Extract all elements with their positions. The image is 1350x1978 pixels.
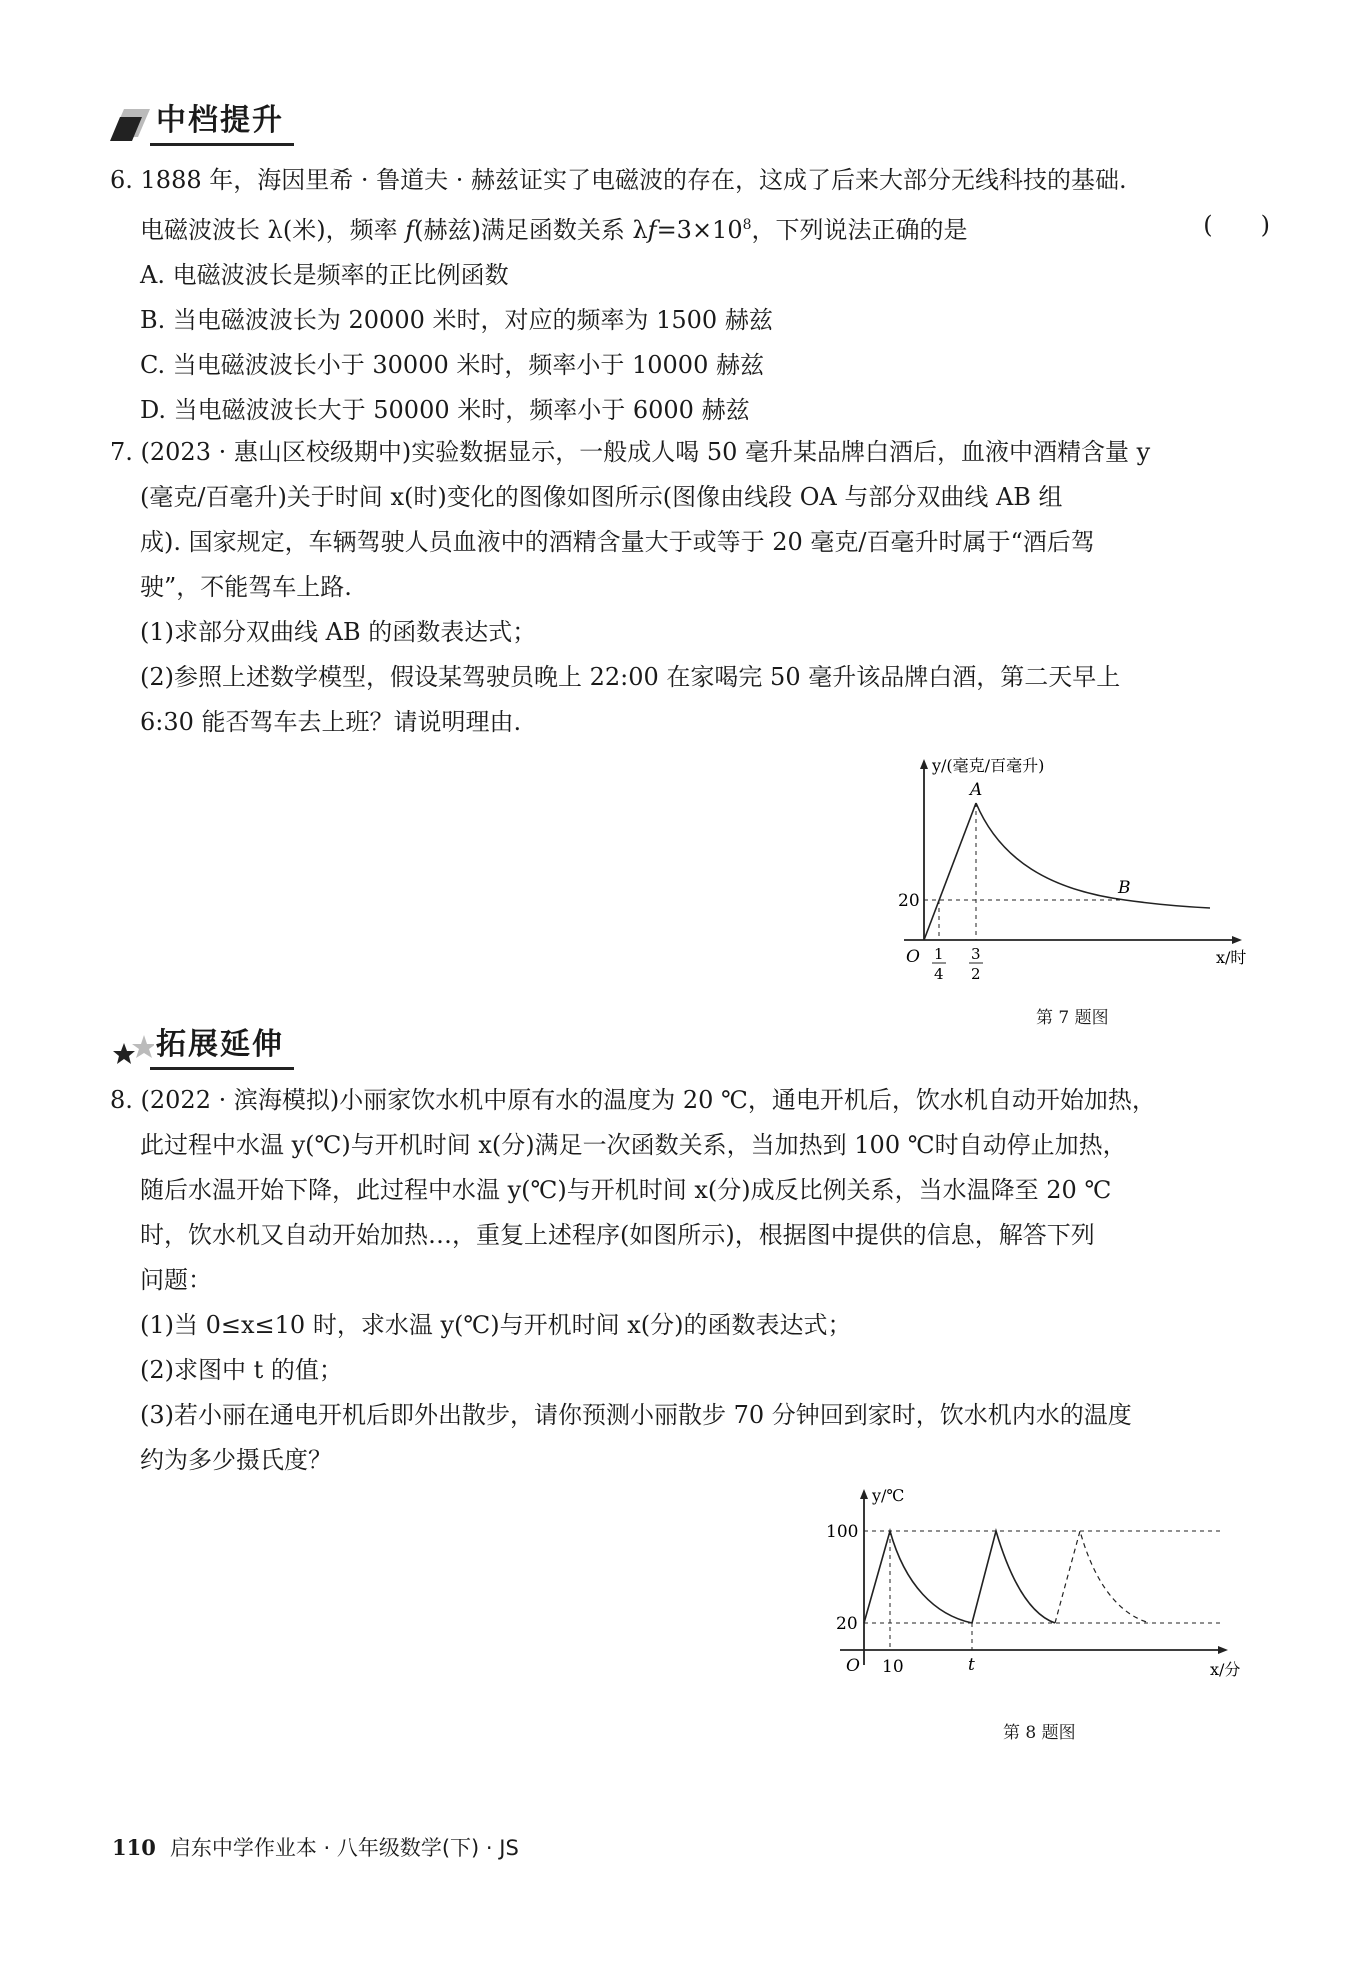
q7-line1: 7. (2023 · 惠山区校级期中)实验数据显示，一般成人喝 50 毫升某品牌白酒后，血液中酒精含量 y <box>110 438 1151 466</box>
section-title-mid: 中档提升 <box>150 101 294 146</box>
book-title: 启东中学作业本 · 八年级数学(下) · JS <box>169 1836 519 1860</box>
section-badge-icon <box>110 103 150 143</box>
fig8-ytick-20: 20 <box>836 1614 858 1634</box>
fig7-point-b: B <box>1118 878 1131 898</box>
q7-sub1: (1)求部分双曲线 AB 的函数表达式； <box>140 618 537 646</box>
q7-sub2a: (2)参照上述数学模型，假设某驾驶员晚上 22:00 在家喝完 50 毫升该品牌白酒，第二天早上 <box>140 663 1121 691</box>
fig7-origin: O <box>906 947 920 967</box>
fig7-xlabel: x/时 <box>1216 948 1247 967</box>
fig7-point-a: A <box>970 780 983 800</box>
fig8-ylabel: y/℃ <box>872 1486 905 1505</box>
q6-option-b: B. 当电磁波波长为 20000 米时，对应的频率为 1500 赫兹 <box>140 306 773 334</box>
q7-line4: 驶”，不能驾车上路. <box>140 573 352 601</box>
q8-line1: 8. (2022 · 滨海模拟)小丽家饮水机中原有水的温度为 20 ℃，通电开机后，饮水机自动开始加热， <box>110 1086 1156 1114</box>
section-title-ext: 拓展延伸 <box>150 1025 294 1070</box>
q8-sub3b: 约为多少摄氏度？ <box>140 1446 332 1474</box>
q8-line3: 随后水温开始下降，此过程中水温 y(℃)与开机时间 x(分)成反比例关系，当水温降至 20 ℃ <box>140 1176 1112 1204</box>
q7-sub2b: 6:30 能否驾车去上班？请说明理由. <box>140 708 522 736</box>
figure-8-caption: 第 8 题图 <box>1003 1723 1076 1743</box>
fig7-x1-den: 4 <box>934 965 944 983</box>
answer-paren: ( ) <box>1203 211 1270 239</box>
q6-option-d: D. 当电磁波波长大于 50000 米时，频率小于 6000 赫兹 <box>140 396 750 424</box>
section-header-ext <box>110 1022 294 1072</box>
question-7 <box>110 430 1270 745</box>
fig8-y-arrow <box>860 1489 868 1499</box>
fig7-x-arrow <box>1232 936 1242 944</box>
q8-line5: 问题： <box>140 1266 212 1294</box>
fig8-xtick-t: t <box>968 1655 975 1675</box>
fig7-x1-num: 1 <box>934 945 944 963</box>
q8-sub3a: (3)若小丽在通电开机后即外出散步，请你预测小丽散步 70 分钟回到家时，饮水机内水的温度 <box>140 1401 1132 1429</box>
fig8-cycle-1 <box>864 1531 1055 1623</box>
question-8 <box>110 1078 1270 1483</box>
q8-line4: 时，饮水机又自动开始加热…，重复上述程序(如图所示)，根据图中提供的信息，解答下列 <box>140 1221 1095 1249</box>
q6-line2: 电磁波波长 λ(米)，频率 f(赫兹)满足函数关系 $\lambda f=3\times 10^8$，下列说法正确的是 ( ) <box>110 203 1270 253</box>
q7-line3: 成). 国家规定，车辆驾驶人员血液中的酒精含量大于或等于 20 毫克/百毫升时属于“酒后驾 <box>140 528 1095 556</box>
fig8-xlabel: x/分 <box>1210 1660 1241 1679</box>
section-stars-icon <box>110 1027 150 1067</box>
fig7-x2-den: 2 <box>971 965 981 983</box>
fig7-hyperbola-ab <box>976 803 1210 908</box>
figure-7-caption: 第 7 题图 <box>1036 1008 1109 1028</box>
q8-sub2: (2)求图中 t 的值； <box>140 1356 343 1384</box>
fig7-ylabel: y/(毫克/百毫升) <box>932 756 1045 775</box>
fig8-xtick-10: 10 <box>882 1657 904 1677</box>
fig7-ytick-20: 20 <box>898 891 920 911</box>
fig8-x-arrow <box>1218 1646 1228 1654</box>
fig7-x2-num: 3 <box>971 945 981 963</box>
question-6 <box>110 158 1270 433</box>
fig8-origin: O <box>846 1656 860 1676</box>
page-number: 110 <box>112 1835 156 1860</box>
fig8-cycle-dashed <box>1055 1531 1150 1623</box>
q7-line2: (毫克/百毫升)关于时间 x(时)变化的图像如图所示(图像由线段 OA 与部分双曲线 AB 组 <box>140 483 1063 511</box>
figure-8-graph <box>820 1485 1260 1695</box>
fig7-segment-oa <box>924 803 976 940</box>
q6-option-c: C. 当电磁波波长小于 30000 米时，频率小于 10000 赫兹 <box>140 351 764 379</box>
q6-line1: 6. 1888 年，海因里希 · 鲁道夫 · 赫兹证实了电磁波的存在，这成了后来大部分无线科技的基础. <box>110 166 1127 194</box>
q8-line2: 此过程中水温 y(℃)与开机时间 x(分)满足一次函数关系，当加热到 100 ℃时自动停止加热， <box>140 1131 1127 1159</box>
fig7-y-arrow <box>920 759 928 769</box>
figure-7-graph <box>890 755 1260 995</box>
page-footer <box>112 1832 519 1862</box>
section-header-mid <box>110 98 294 148</box>
q8-sub1: (1)当 0≤x≤10 时，求水温 y(℃)与开机时间 x(分)的函数表达式； <box>140 1311 852 1339</box>
q6-option-a: A. 电磁波波长是频率的正比例函数 <box>140 261 509 289</box>
fig8-ytick-100: 100 <box>826 1522 859 1542</box>
